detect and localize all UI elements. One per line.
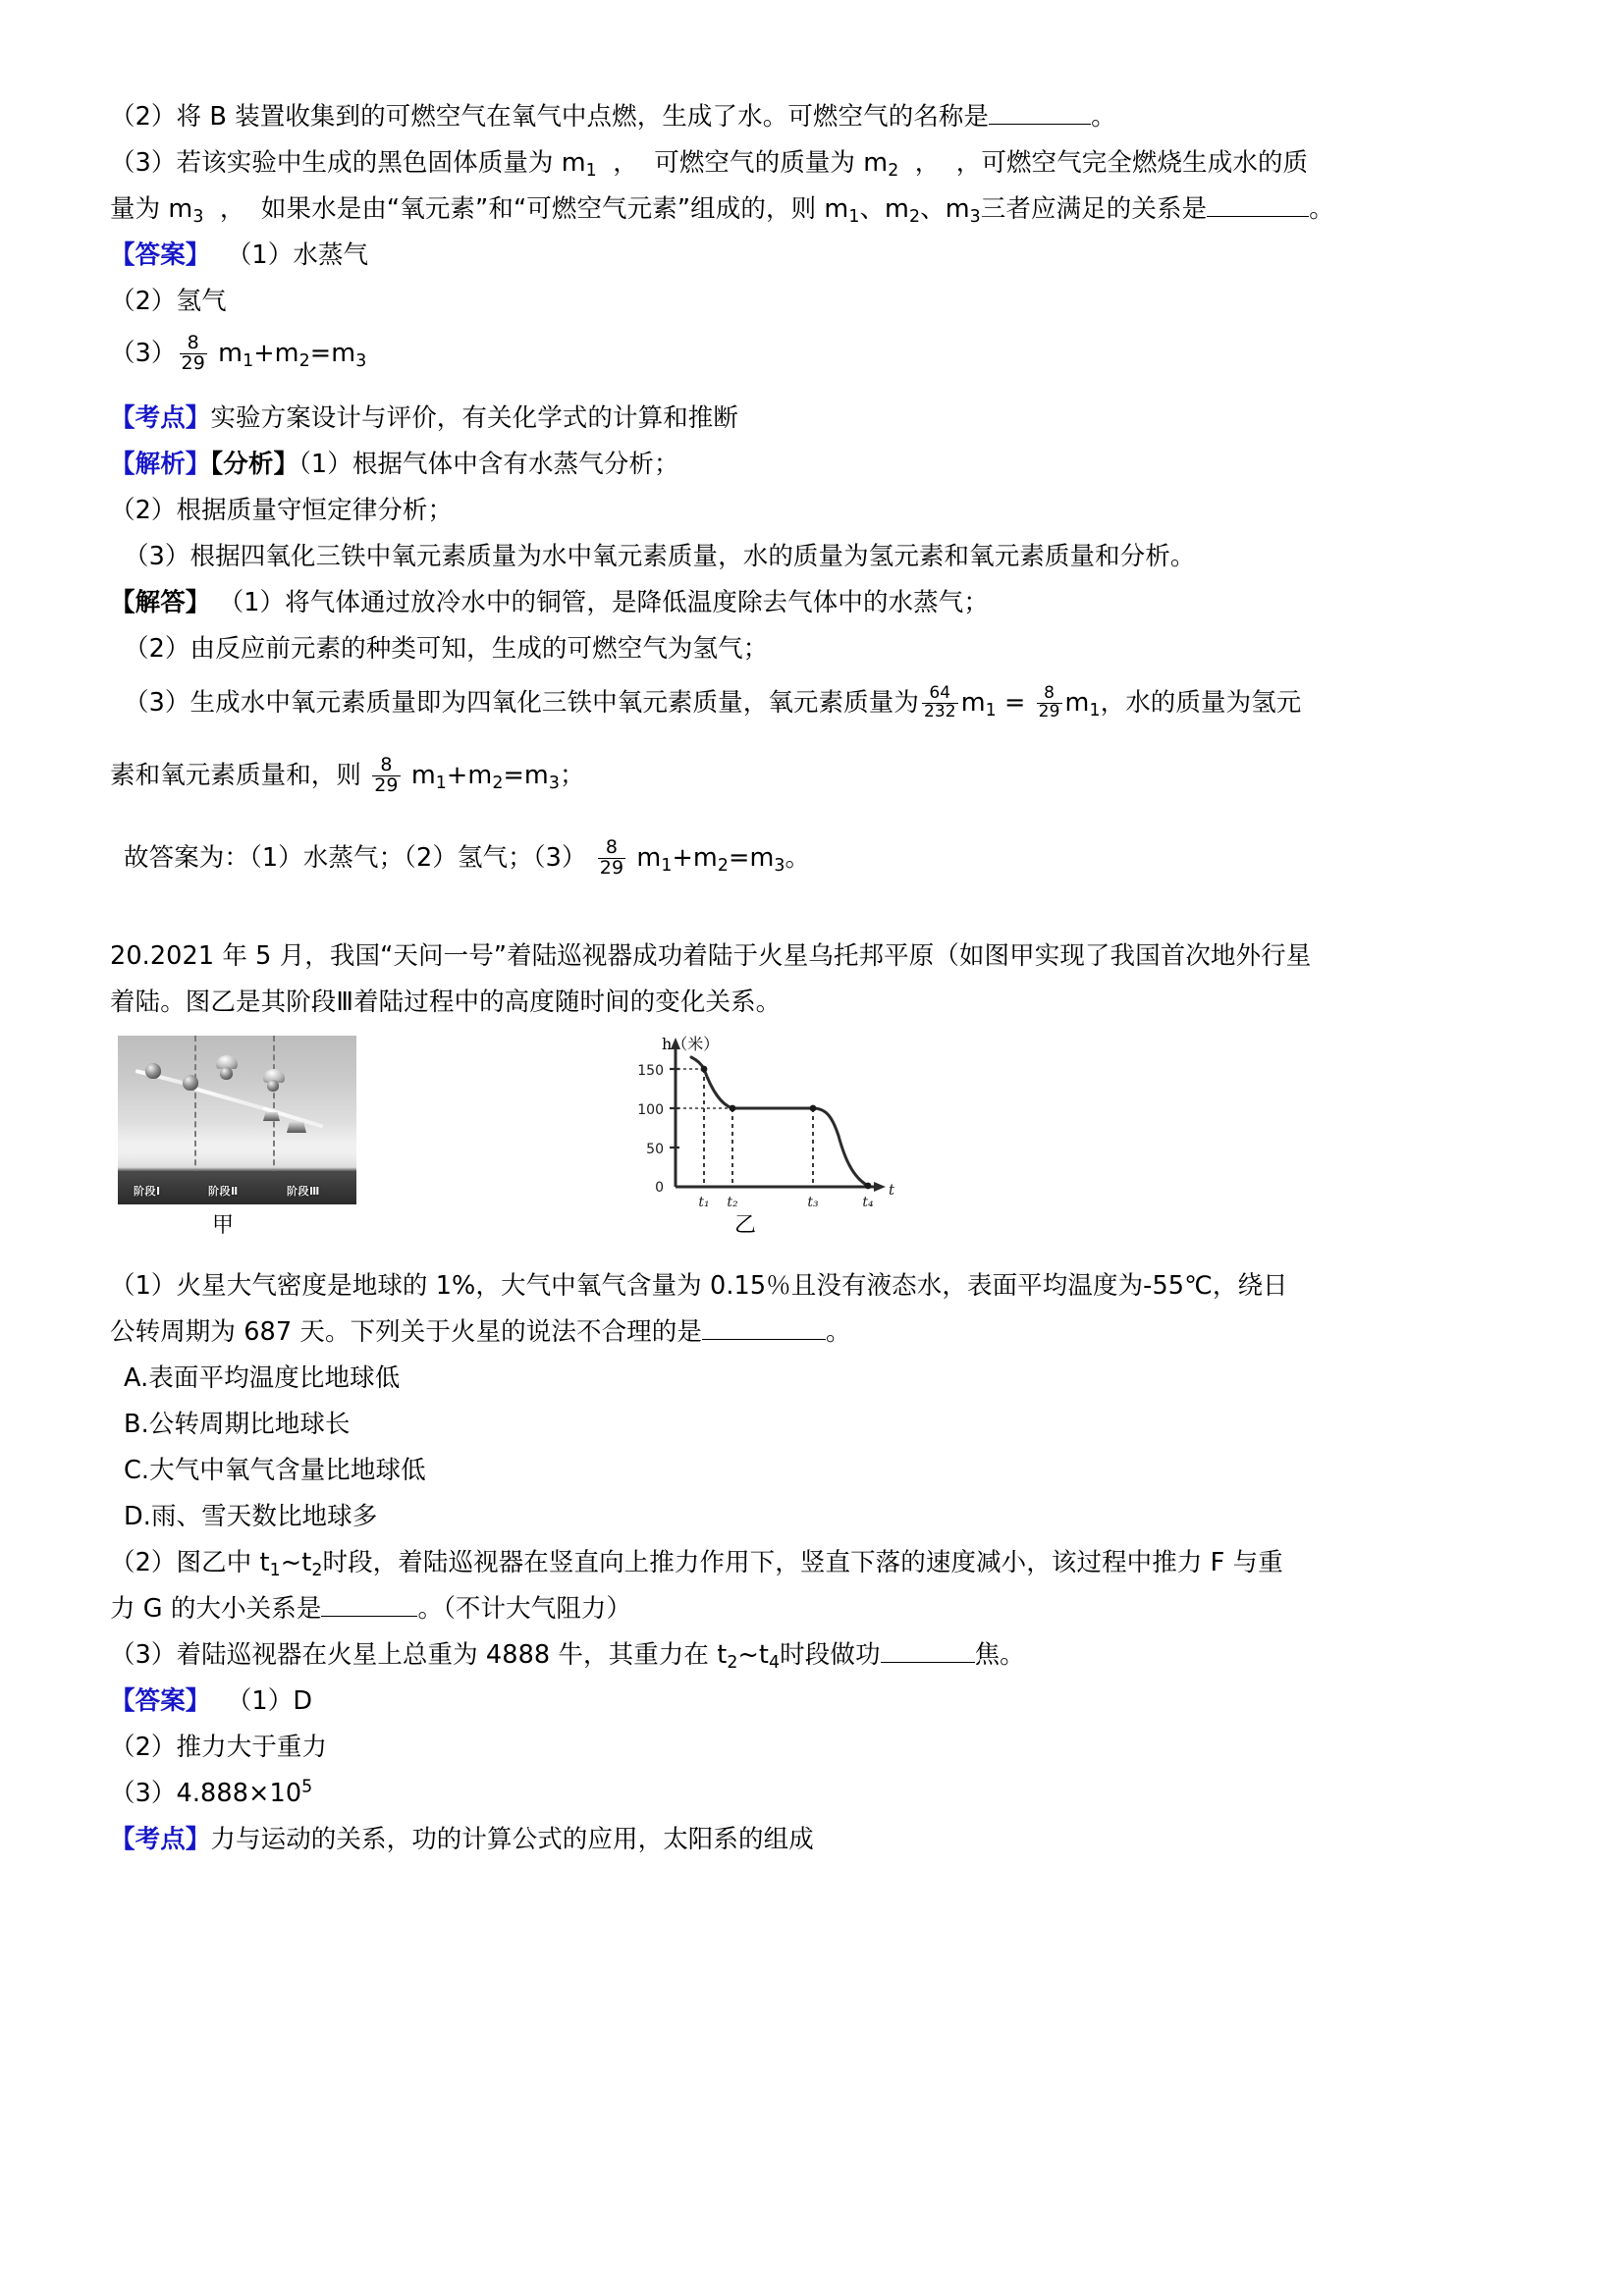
jiexi-tag: 【解析】 xyxy=(110,450,211,479)
fraction-8-29 xyxy=(180,331,207,374)
q19-jieda-4-text: 素和氧元素质量和，则 xyxy=(110,761,362,790)
q20-option-d[interactable] xyxy=(110,1494,1524,1540)
q20-p3-text-b: ~t xyxy=(737,1640,770,1670)
q19-jieda-line2 xyxy=(110,626,1524,672)
q19-jieda-line4 xyxy=(110,747,1524,804)
fenxi-tag: 【分析】 xyxy=(210,450,299,479)
figure-caption-yi: 乙 xyxy=(734,1213,757,1238)
q20-stem-text2: 着陆。图乙是其阶段Ⅲ着陆过程中的高度随时间的变化关系。 xyxy=(110,988,782,1017)
q19-final-plus: +m xyxy=(672,843,718,873)
figure-caption-jia: 甲 xyxy=(212,1213,235,1238)
q19-answer-line1 xyxy=(110,233,1524,279)
fraction-8-29-inline xyxy=(1037,682,1062,721)
q19-jieda-3-m1: m xyxy=(960,688,986,718)
q19-fenxi-2: （2）根据质量守恒定律分析； xyxy=(110,496,454,525)
q19-ans3-sub2: 2 xyxy=(298,350,310,371)
fraction-64-232 xyxy=(922,682,958,721)
q19-jieda-4-m: m xyxy=(410,761,436,790)
svg-text:0: 0 xyxy=(655,1180,664,1196)
q19-part3-text-d: 量为 m xyxy=(110,194,193,224)
q19-jieda-4-end: ； xyxy=(560,761,585,790)
fraction-numerator: 8 xyxy=(605,835,619,858)
mars-landing-photo xyxy=(118,1036,356,1238)
q19-jieda-line1 xyxy=(110,580,1524,626)
q19-jieda-4-s1: 1 xyxy=(435,773,447,793)
capsule-4 xyxy=(267,1080,279,1092)
q19-ans3-sub3: 3 xyxy=(355,350,367,371)
kaodian-tag: 【考点】 xyxy=(110,403,211,433)
q19-ans3-plus: +m xyxy=(253,339,299,368)
fraction-8-29-b xyxy=(372,753,400,796)
svg-text:t: t xyxy=(888,1181,895,1199)
q20-p2-text-c: 时段，着陆巡视器在竖直向上推力作用下，竖直下落的速度减小，该过程中推力 F 与重 xyxy=(322,1548,1283,1577)
q19-part3-text-b: 可燃空气的质量为 m xyxy=(654,148,889,178)
capsule-1 xyxy=(145,1063,161,1079)
q19-part3-text-a: （3）若该实验中生成的黑色固体质量为 m xyxy=(110,148,586,178)
q19-final-end: 。 xyxy=(785,843,811,873)
answer-tag: 【答案】 xyxy=(110,240,211,270)
lander-craft xyxy=(263,1112,280,1121)
answer-tag-q20: 【答案】 xyxy=(110,1686,211,1716)
q20-answer-line2 xyxy=(110,1725,1524,1771)
q19-final-text: 故答案为：（1）水蒸气；（2）氢气；（3） xyxy=(124,843,587,873)
q20-p2-text-a: （2）图乙中 t xyxy=(110,1548,270,1577)
q19-jieda-4-s3: 3 xyxy=(548,773,561,793)
graph-svg xyxy=(621,1034,974,1230)
photo-body xyxy=(118,1036,356,1204)
svg-text:t₄: t₄ xyxy=(862,1195,874,1210)
fraction-numerator: 8 xyxy=(380,753,393,775)
q19-sub-m2b: 2 xyxy=(908,206,921,227)
q20-p2-line2 xyxy=(110,1586,1524,1632)
q20-stem-text1: 20.2021 年 5 月，我国“天问一号”着陆巡视器成功着陆于火星乌托邦平原（如图甲实现了我国首次地外行星 xyxy=(110,941,1312,971)
fraction-denominator: 29 xyxy=(374,774,399,796)
q20-p3-text-d: 焦。 xyxy=(974,1640,1025,1670)
stage-3-label: 阶段Ⅲ xyxy=(287,1185,320,1198)
q19-sub-m1: 1 xyxy=(585,160,597,181)
q20-figures xyxy=(110,1036,1524,1263)
q19-final-answer-line xyxy=(110,829,1524,886)
trajectory-streak-2 xyxy=(193,1087,264,1110)
q19-jieda-4-eq: =m xyxy=(503,761,549,790)
svg-text:50: 50 xyxy=(646,1142,664,1157)
q20-p2-blank[interactable] xyxy=(321,1616,417,1617)
q19-fenxi-line2 xyxy=(110,488,1524,534)
q19-answer-1: （1）水蒸气 xyxy=(226,240,369,270)
q19-part3-text-c: ，可燃空气完全燃烧生成水的质 xyxy=(955,148,1309,178)
q19-part2-text: （2）将 B 装置收集到的可燃空气在氧气中点燃，生成了水。可燃空气的名称是 xyxy=(110,102,990,132)
q19-part3-blank[interactable] xyxy=(1207,216,1309,217)
graph-y-axis-label: h（米） xyxy=(662,1035,720,1053)
svg-text:100: 100 xyxy=(637,1102,664,1118)
q20-option-b[interactable] xyxy=(110,1402,1524,1448)
q19-jieda-3-sub1: 1 xyxy=(985,700,997,721)
q19-jieda-4-plus: +m xyxy=(446,761,493,790)
q20-p3-line xyxy=(110,1632,1524,1679)
q20-kaodian-line xyxy=(110,1817,1524,1863)
q19-jieda-3-m2: m xyxy=(1064,688,1090,718)
option-d-label: D.雨、雪天数比地球多 xyxy=(124,1502,378,1531)
q19-answer-line3 xyxy=(110,325,1524,382)
q20-p3-text-a: （3）着陆巡视器在火星上总重为 4888 牛，其重力在 t xyxy=(110,1640,728,1670)
q19-final-s1: 1 xyxy=(661,855,673,876)
jieda-tag: 【解答】 xyxy=(110,588,211,617)
spacer-3 xyxy=(110,804,1524,829)
q20-answer-3-text: （3）4.888×10 xyxy=(110,1779,302,1808)
q20-p3-text-c: 时段做功 xyxy=(780,1640,881,1670)
q20-kaodian-text: 力与运动的关系，功的计算公式的应用，太阳系的组成 xyxy=(210,1825,814,1854)
q19-fenxi-3: （3）根据四氧化三铁中氧元素质量为水中氧元素质量，水的质量为氢元素和氧元素质量和分析。 xyxy=(124,542,1196,571)
q20-answer-line3 xyxy=(110,1771,1524,1817)
q19-part2-period: 。 xyxy=(1091,102,1116,132)
q19-part3-line2: 量为 $m_3$ ， 如果水是由“氧元素”和“可燃空气元素”组成的，则 $m_1$、$m_2$、$m_3$三者应满足的关系是 。 xyxy=(110,194,1334,227)
q19-sub-m3b: 3 xyxy=(969,206,981,227)
q19-part3-line1: （3）若该实验中生成的黑色固体质量为 $m_1$ ， 可燃空气的质量为 $m_2$ ， ，可燃空气完全燃烧生成水的质 xyxy=(110,148,1309,181)
q20-answer-line1 xyxy=(110,1679,1524,1725)
q19-jieda-3-eq: = xyxy=(1003,688,1026,718)
q20-p1-line1 xyxy=(110,1263,1524,1309)
q19-answer-line2 xyxy=(110,279,1524,325)
photo-divider-1 xyxy=(194,1036,196,1175)
document-content xyxy=(110,94,1524,1863)
q20-p1-line2 xyxy=(110,1309,1524,1356)
stage-2-label: 阶段Ⅱ xyxy=(208,1185,239,1198)
q19-ans3-sub1: 1 xyxy=(243,350,254,371)
q19-jieda-1: （1）将气体通过放冷水中的铜管，是降低温度除去气体中的水蒸气； xyxy=(218,588,989,617)
q19-ans3-eq: =m xyxy=(309,339,356,368)
q19-jieda-3-tail: ，水的质量为氢元 xyxy=(1100,688,1302,718)
q19-jieda-3-sub2: 1 xyxy=(1089,700,1101,721)
q19-sub-m2: 2 xyxy=(888,160,899,181)
fraction-denominator: 29 xyxy=(181,351,205,374)
q20-p2-sub2: 2 xyxy=(311,1560,323,1580)
q20-p2-line1 xyxy=(110,1540,1524,1586)
q20-answer-2: （2）推力大于重力 xyxy=(110,1733,328,1762)
q19-final-eq: =m xyxy=(728,843,775,873)
svg-text:t₂: t₂ xyxy=(727,1195,738,1210)
q20-option-c[interactable] xyxy=(110,1448,1524,1494)
q19-part3-text-h: 三者应满足的关系是 xyxy=(980,194,1208,224)
svg-text:150: 150 xyxy=(637,1063,664,1079)
fraction-8-29-c xyxy=(598,835,625,879)
q19-final-s2: 2 xyxy=(717,855,729,876)
spacer-1 xyxy=(110,382,1524,396)
q20-p3-sub1: 2 xyxy=(727,1652,738,1673)
spacer-2 xyxy=(110,733,1524,747)
option-a-label: A.表面平均温度比地球低 xyxy=(124,1363,401,1393)
q20-p3-blank[interactable] xyxy=(881,1662,975,1663)
q19-part2-blank[interactable] xyxy=(989,124,1091,125)
q19-jieda-line3 xyxy=(110,672,1524,733)
q20-p3-sub2: 4 xyxy=(769,1652,781,1673)
q19-final-m: m xyxy=(636,843,662,873)
q19-jiexi-line xyxy=(110,442,1524,488)
fraction-denominator: 29 xyxy=(599,856,624,879)
svg-text:t₃: t₃ xyxy=(807,1195,819,1210)
q19-jieda-4-s2: 2 xyxy=(492,773,504,793)
capsule-2 xyxy=(183,1075,198,1091)
q19-fenxi-line3 xyxy=(110,534,1524,580)
q20-stem-line2 xyxy=(110,980,1524,1026)
q20-p1-text1: （1）火星大气密度是地球的 1%，大气中氧气含量为 0.15％且没有液态水，表面平均温度为-55℃，绕日 xyxy=(110,1271,1288,1301)
height-time-graph xyxy=(621,1034,974,1238)
q19-sub-m1b: 1 xyxy=(848,206,860,227)
q19-part3-period: 。 xyxy=(1309,194,1334,224)
q20-p1-blank[interactable] xyxy=(702,1339,826,1340)
q20-p2-text-d: 力 G 的大小关系是 xyxy=(110,1594,322,1624)
option-b-label: B.公转周期比地球长 xyxy=(124,1410,351,1439)
fraction-numerator: 8 xyxy=(187,331,199,353)
q20-p2-sub1: 1 xyxy=(269,1560,281,1580)
q20-answer-1: （1）D xyxy=(226,1686,313,1716)
svg-text:t₁: t₁ xyxy=(698,1195,710,1210)
q20-p1-text2: 公转周期为 687 天。下列关于火星的说法不合理的是 xyxy=(110,1317,702,1347)
option-c-label: C.大气中氧气含量比地球低 xyxy=(124,1456,426,1485)
q20-option-a[interactable] xyxy=(110,1356,1524,1402)
q19-final-s3: 3 xyxy=(774,855,785,876)
q19-part3-text-e: 如果水是由“氧元素”和“可燃空气元素”组成的，则 m xyxy=(260,194,849,224)
fraction-denominator: 29 xyxy=(1038,701,1060,721)
q20-p2-text-e: 。（不计大气阻力） xyxy=(417,1594,632,1624)
q20-answer-3-exponent: 5 xyxy=(301,1777,313,1797)
q19-part2-line xyxy=(110,94,1524,140)
q20-p1-period: 。 xyxy=(825,1317,851,1347)
q19-answer-3-prefix: （3） xyxy=(110,339,177,368)
q19-jieda-3-text: （3）生成水中氧元素质量即为四氧化三铁中氧元素质量，氧元素质量为 xyxy=(124,688,919,718)
fraction-numerator: 8 xyxy=(1044,682,1056,703)
capsule-3 xyxy=(220,1067,233,1080)
q19-ans3-m: m xyxy=(218,339,244,368)
q20-stem-line1 xyxy=(110,934,1524,980)
kaodian-tag-q20: 【考点】 xyxy=(110,1825,211,1854)
q19-kaodian-line xyxy=(110,396,1524,442)
photo-divider-2 xyxy=(273,1036,275,1175)
fraction-numerator: 64 xyxy=(929,682,951,703)
q19-kaodian-text: 实验方案设计与评价，有关化学式的计算和推断 xyxy=(210,403,739,433)
q19-sub-m3: 3 xyxy=(192,206,204,227)
q19-fenxi-1: （1）根据气体中含有水蒸气分析； xyxy=(298,450,679,479)
spacer-4 xyxy=(110,886,1524,912)
q19-jieda-2: （2）由反应前元素的种类可知，生成的可燃空气为氢气； xyxy=(124,634,769,664)
lander-craft-2 xyxy=(287,1122,306,1133)
q19-answer-2: （2）氢气 xyxy=(110,287,227,316)
stage-1-label: 阶段Ⅰ xyxy=(134,1185,161,1198)
fraction-denominator: 232 xyxy=(923,701,956,721)
q20-p2-text-b: ~t xyxy=(280,1548,312,1577)
